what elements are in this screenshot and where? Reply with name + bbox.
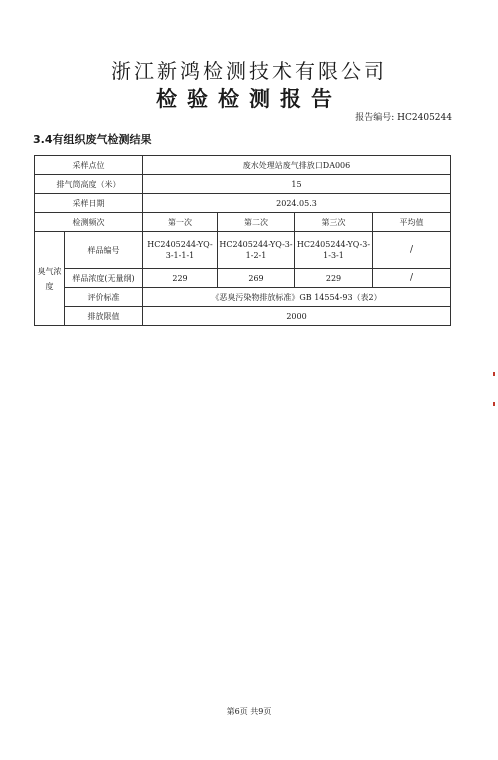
table-row: [35, 175, 451, 194]
margin-mark: [493, 372, 495, 376]
sampling-date-label: 采样日期: [35, 194, 143, 213]
table-row: [35, 194, 451, 213]
concentration-1: 229: [143, 269, 218, 288]
sampling-point-value: 废水处理站废气排放口DA006: [143, 156, 451, 175]
report-number-label: 报告编号:: [355, 113, 395, 123]
sampling-date-value: 2024.05.3: [143, 194, 451, 213]
margin-mark: [493, 402, 495, 406]
report-number: [355, 110, 452, 123]
stack-height-value: 15: [143, 175, 451, 194]
table-row: [35, 232, 451, 269]
report-number-value: HC2405244: [397, 113, 452, 123]
sample-no-2: HC2405244-YQ-3-1-2-1: [218, 232, 295, 269]
standard-value: 《恶臭污染物排放标准》GB 14554-93（表2）: [143, 288, 451, 307]
section-title: 3.4有组织废气检测结果: [33, 133, 152, 146]
sample-no-1: HC2405244-YQ-3-1-1-1: [143, 232, 218, 269]
page-number: 第6页 共9页: [226, 707, 272, 716]
concentration-avg: /: [373, 269, 451, 288]
sample-no-3: HC2405244-YQ-3-1-3-1: [295, 232, 373, 269]
frequency-col-3: 第三次: [295, 213, 373, 232]
frequency-label: 检测频次: [35, 213, 143, 232]
stack-height-label: 排气筒高度（米）: [35, 175, 143, 194]
sample-no-label: 样品编号: [65, 232, 143, 269]
frequency-col-avg: 平均值: [373, 213, 451, 232]
frequency-col-2: 第二次: [218, 213, 295, 232]
sampling-point-label: 采样点位: [35, 156, 143, 175]
table-row: [35, 307, 451, 326]
odor-concentration-group-label: 臭气浓度: [35, 232, 65, 326]
table-row: [35, 156, 451, 175]
table-row: [35, 288, 451, 307]
limit-label: 排放限值: [65, 307, 143, 326]
frequency-col-1: 第一次: [143, 213, 218, 232]
concentration-label: 样品浓度(无量纲): [65, 269, 143, 288]
report-title: 检验检测报告: [156, 86, 342, 111]
concentration-3: 229: [295, 269, 373, 288]
standard-label: 评价标准: [65, 288, 143, 307]
concentration-2: 269: [218, 269, 295, 288]
table-row: [35, 213, 451, 232]
limit-value: 2000: [143, 307, 451, 326]
company-name: 浙江新鸿检测技术有限公司: [111, 59, 387, 83]
exhaust-gas-results-table: [34, 155, 451, 326]
sample-no-avg: /: [373, 232, 451, 269]
table-row: [35, 269, 451, 288]
